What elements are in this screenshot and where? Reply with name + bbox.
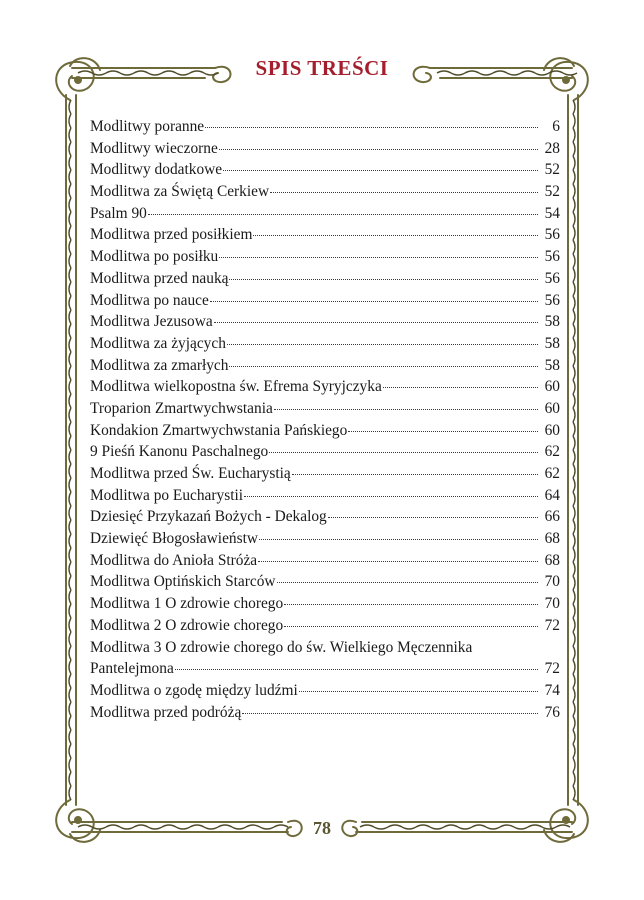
vine-ornament xyxy=(69,184,71,198)
vine-ornament xyxy=(69,478,71,492)
vine-ornament xyxy=(69,226,71,240)
vine-ornament xyxy=(573,464,575,478)
vine-ornament xyxy=(69,730,71,744)
vine-ornament xyxy=(573,380,575,394)
dot-leader xyxy=(242,713,538,714)
toc-entry-label: 9 Pieśń Kanonu Paschalnego xyxy=(90,443,269,461)
dot-leader xyxy=(259,539,538,540)
toc-entry-label: Modlitwa 1 O zdrowie chorego xyxy=(90,595,284,613)
dot-leader xyxy=(223,170,538,171)
toc-entry-page: 56 xyxy=(544,291,560,309)
vine-ornament xyxy=(573,114,575,128)
toc-entry-label: Modlitwa po posiłku xyxy=(90,248,219,266)
vine-ornament xyxy=(573,688,575,702)
toc-entry-label: Modlitwa do Anioła Stróża xyxy=(90,551,258,569)
page-number: 78 xyxy=(313,818,331,838)
vine-ornament xyxy=(573,156,575,170)
vine-ornament xyxy=(573,632,575,646)
toc-entry-label: Modlitwy wieczorne xyxy=(90,139,218,157)
vine-ornament xyxy=(573,534,575,548)
toc-entry-label: Dziewięć Błogosławieństw xyxy=(90,530,258,548)
toc-entry[interactable] xyxy=(90,441,560,463)
vine-ornament xyxy=(573,478,575,492)
dot-leader xyxy=(219,257,538,258)
toc-entry-page: 68 xyxy=(544,551,560,569)
toc-entry-page: 60 xyxy=(544,378,560,396)
vine-ornament xyxy=(69,702,71,716)
toc-entry-page: 56 xyxy=(544,226,560,244)
toc-entry-label: Modlitwa przed posiłkiem xyxy=(90,226,253,244)
toc-entry[interactable] xyxy=(90,333,560,355)
vine-ornament xyxy=(573,184,575,198)
vine-ornament xyxy=(69,590,71,604)
vine-ornament xyxy=(69,464,71,478)
toc-entry-label: Modlitwa za Świętą Cerkiew xyxy=(90,183,270,201)
toc-entry-page: 62 xyxy=(544,465,560,482)
toc-entry-label: Modlitwa wielkopostna św. Efrema Syryjczyka xyxy=(90,378,382,396)
vine-ornament xyxy=(69,548,71,562)
dot-leader xyxy=(229,366,538,367)
toc-entry[interactable] xyxy=(90,528,560,550)
dot-leader xyxy=(383,387,538,388)
toc-entry-label: Modlitwa o zgodę między ludźmi xyxy=(90,681,298,699)
dot-leader xyxy=(274,409,538,410)
toc-entry-page: 62 xyxy=(544,443,560,461)
vine-ornament xyxy=(69,254,71,268)
vine-ornament xyxy=(69,114,71,128)
dot-leader xyxy=(258,561,538,562)
toc-entry-label: Modlitwy poranne xyxy=(90,118,205,135)
dot-leader xyxy=(284,626,538,627)
vine-ornament xyxy=(69,492,71,506)
vine-ornament xyxy=(69,646,71,660)
vine-ornament xyxy=(573,240,575,254)
vine-ornament xyxy=(69,422,71,436)
toc-entry[interactable] xyxy=(90,224,560,246)
vine-ornament xyxy=(573,366,575,380)
toc-entry[interactable] xyxy=(90,420,560,442)
toc-entry-page: 64 xyxy=(544,486,560,504)
toc-entry-label: Modlitwa po Eucharystii xyxy=(90,486,244,504)
toc-entry-page: 54 xyxy=(544,204,560,222)
vine-ornament xyxy=(573,604,575,618)
toc-entry[interactable] xyxy=(90,355,560,377)
vine-ornament xyxy=(573,576,575,590)
table-of-contents xyxy=(90,116,560,723)
vine-ornament xyxy=(69,562,71,576)
vine-ornament xyxy=(69,576,71,590)
vine-ornament xyxy=(69,520,71,534)
vine-ornament xyxy=(69,744,71,758)
vine-ornament xyxy=(573,254,575,268)
vine-ornament xyxy=(573,142,575,156)
vine-ornament xyxy=(69,100,71,114)
vine-ornament xyxy=(69,716,71,730)
vine-ornament xyxy=(573,128,575,142)
vine-ornament xyxy=(573,100,575,114)
vine-ornament xyxy=(573,786,575,800)
toc-entry[interactable] xyxy=(90,463,560,485)
toc-entry[interactable] xyxy=(90,311,560,333)
vine-ornament xyxy=(69,394,71,408)
toc-entry-label: Modlitwa przed podróżą xyxy=(90,703,242,721)
toc-entry[interactable] xyxy=(90,702,560,724)
toc-entry[interactable] xyxy=(90,159,560,181)
vine-ornament xyxy=(573,702,575,716)
toc-entry-label: Troparion Zmartwychwstania xyxy=(90,399,273,417)
vine-ornament xyxy=(573,660,575,674)
toc-entry-page: 58 xyxy=(544,334,560,352)
vine-ornament xyxy=(573,646,575,660)
toc-entry[interactable] xyxy=(90,637,560,680)
dot-leader xyxy=(270,192,538,193)
vine-ornament xyxy=(69,506,71,520)
vine-ornament xyxy=(69,772,71,786)
toc-entry-page: 68 xyxy=(544,530,560,548)
dot-leader xyxy=(299,691,538,692)
vine-ornament xyxy=(573,674,575,688)
vine-ornament xyxy=(573,296,575,310)
vine-ornament xyxy=(69,450,71,464)
toc-entry-page: 66 xyxy=(544,508,560,526)
vine-ornament xyxy=(573,520,575,534)
toc-entry[interactable] xyxy=(90,290,560,312)
toc-entry-label: Modlitwa Jezusowa xyxy=(90,313,213,331)
toc-entry[interactable] xyxy=(90,485,560,507)
vine-ornament xyxy=(69,240,71,254)
vine-ornament xyxy=(573,338,575,352)
toc-entry-label: Psalm 90 xyxy=(90,204,147,222)
toc-entry[interactable] xyxy=(90,593,560,615)
toc-entry[interactable] xyxy=(90,268,560,290)
toc-entry[interactable] xyxy=(90,203,560,225)
vine-ornament xyxy=(69,324,71,338)
vine-ornament xyxy=(573,450,575,464)
vine-ornament xyxy=(573,352,575,366)
toc-entry-label: Modlitwa 3 O zdrowie chorego do św. Wielkiego Męczennika xyxy=(90,638,473,656)
vine-ornament xyxy=(69,310,71,324)
vine-ornament xyxy=(69,618,71,632)
dot-leader xyxy=(269,452,538,453)
toc-entry-page: 52 xyxy=(544,161,560,179)
toc-entry[interactable] xyxy=(90,181,560,203)
dot-leader xyxy=(205,127,538,128)
dot-leader xyxy=(284,604,538,605)
dot-leader xyxy=(229,279,538,280)
toc-entry-page: 58 xyxy=(544,313,560,331)
toc-entry-page: 70 xyxy=(544,573,560,591)
vine-ornament xyxy=(573,758,575,772)
dot-leader xyxy=(277,582,538,583)
vine-ornament xyxy=(573,716,575,730)
toc-entry[interactable] xyxy=(90,398,560,420)
vine-ornament xyxy=(69,758,71,772)
toc-entry-page: 56 xyxy=(544,248,560,266)
vine-ornament xyxy=(573,212,575,226)
toc-entry[interactable] xyxy=(90,571,560,593)
vine-ornament xyxy=(69,128,71,142)
dot-leader xyxy=(348,431,538,432)
dot-leader xyxy=(175,669,538,670)
vine-ornament xyxy=(573,170,575,184)
toc-entry-page: 6 xyxy=(552,118,560,135)
vine-ornament xyxy=(573,268,575,282)
dot-leader xyxy=(148,214,538,215)
dot-leader xyxy=(328,517,538,518)
vine-ornament xyxy=(573,226,575,240)
vine-ornament xyxy=(69,352,71,366)
toc-entry-label: Modlitwy dodatkowe xyxy=(90,161,223,179)
vine-ornament xyxy=(573,436,575,450)
vine-ornament xyxy=(69,268,71,282)
vine-ornament xyxy=(573,198,575,212)
vine-ornament xyxy=(69,198,71,212)
toc-entry-label: Modlitwa przed Św. Eucharystią xyxy=(90,465,291,482)
toc-entry-page: 74 xyxy=(544,681,560,699)
toc-entry[interactable] xyxy=(90,680,560,702)
toc-entry-page: 76 xyxy=(544,703,560,721)
toc-entry[interactable] xyxy=(90,116,560,138)
toc-entry-page: 70 xyxy=(544,595,560,613)
vine-ornament xyxy=(69,170,71,184)
vine-ornament xyxy=(69,660,71,674)
vine-ornament xyxy=(573,590,575,604)
dot-leader xyxy=(244,496,538,497)
vine-ornament xyxy=(69,604,71,618)
vine-ornament xyxy=(69,436,71,450)
vine-ornament xyxy=(69,212,71,226)
toc-entry[interactable] xyxy=(90,246,560,268)
vine-ornament xyxy=(69,282,71,296)
dot-leader xyxy=(219,149,538,150)
vine-ornament xyxy=(573,408,575,422)
vine-ornament xyxy=(69,142,71,156)
vine-ornament xyxy=(573,422,575,436)
vine-ornament xyxy=(69,632,71,646)
vine-ornament xyxy=(69,674,71,688)
toc-entry-label-continuation: Pantelejmona xyxy=(90,660,174,678)
vine-ornament xyxy=(573,310,575,324)
page-title: SPIS TREŚCI xyxy=(255,56,389,80)
vine-ornament xyxy=(573,282,575,296)
toc-entry-page: 60 xyxy=(544,421,560,439)
toc-entry-label: Modlitwa za zmarłych xyxy=(90,356,229,374)
vine-ornament xyxy=(573,618,575,632)
dot-leader xyxy=(253,235,538,236)
toc-entry-label: Modlitwa przed nauką xyxy=(90,269,229,287)
vine-ornament xyxy=(573,772,575,786)
vine-ornament xyxy=(69,408,71,422)
vine-ornament xyxy=(573,492,575,506)
toc-entry[interactable] xyxy=(90,615,560,637)
dot-leader xyxy=(227,344,538,345)
toc-entry[interactable] xyxy=(90,376,560,398)
toc-entry[interactable] xyxy=(90,506,560,528)
dot-leader xyxy=(210,301,538,302)
toc-entry-label: Modlitwa Optińskich Starców xyxy=(90,573,276,591)
vine-ornament xyxy=(573,548,575,562)
toc-entry-label: Modlitwa po nauce xyxy=(90,291,209,309)
toc-entry-page: 28 xyxy=(544,139,560,157)
vine-ornament xyxy=(573,506,575,520)
dot-leader xyxy=(292,474,538,475)
toc-entry-page: 52 xyxy=(544,183,560,201)
vine-ornament xyxy=(69,688,71,702)
vine-ornament xyxy=(69,156,71,170)
vine-ornament xyxy=(69,366,71,380)
toc-entry-page: 60 xyxy=(544,399,560,417)
vine-ornament xyxy=(69,296,71,310)
vine-ornament xyxy=(573,562,575,576)
vine-ornament xyxy=(69,786,71,800)
vine-ornament xyxy=(573,394,575,408)
vine-ornament xyxy=(573,730,575,744)
vine-ornament xyxy=(573,324,575,338)
toc-entry-label: Kondakion Zmartwychwstania Pańskiego xyxy=(90,421,348,439)
toc-entry-label: Dziesięć Przykazań Bożych - Dekalog xyxy=(90,508,327,526)
toc-entry[interactable] xyxy=(90,550,560,572)
toc-entry-label: Modlitwa za żyjących xyxy=(90,334,226,352)
vine-ornament xyxy=(573,744,575,758)
toc-entry-label: Modlitwa 2 O zdrowie chorego xyxy=(90,616,284,634)
vine-ornament xyxy=(69,338,71,352)
toc-entry-page: 72 xyxy=(544,616,560,634)
vine-ornament xyxy=(69,534,71,548)
toc-entry-page: 58 xyxy=(544,356,560,374)
toc-entry[interactable] xyxy=(90,138,560,160)
vine-ornament xyxy=(69,380,71,394)
toc-entry-page: 72 xyxy=(544,660,560,678)
dot-leader xyxy=(214,322,538,323)
toc-entry-page: 56 xyxy=(544,269,560,287)
